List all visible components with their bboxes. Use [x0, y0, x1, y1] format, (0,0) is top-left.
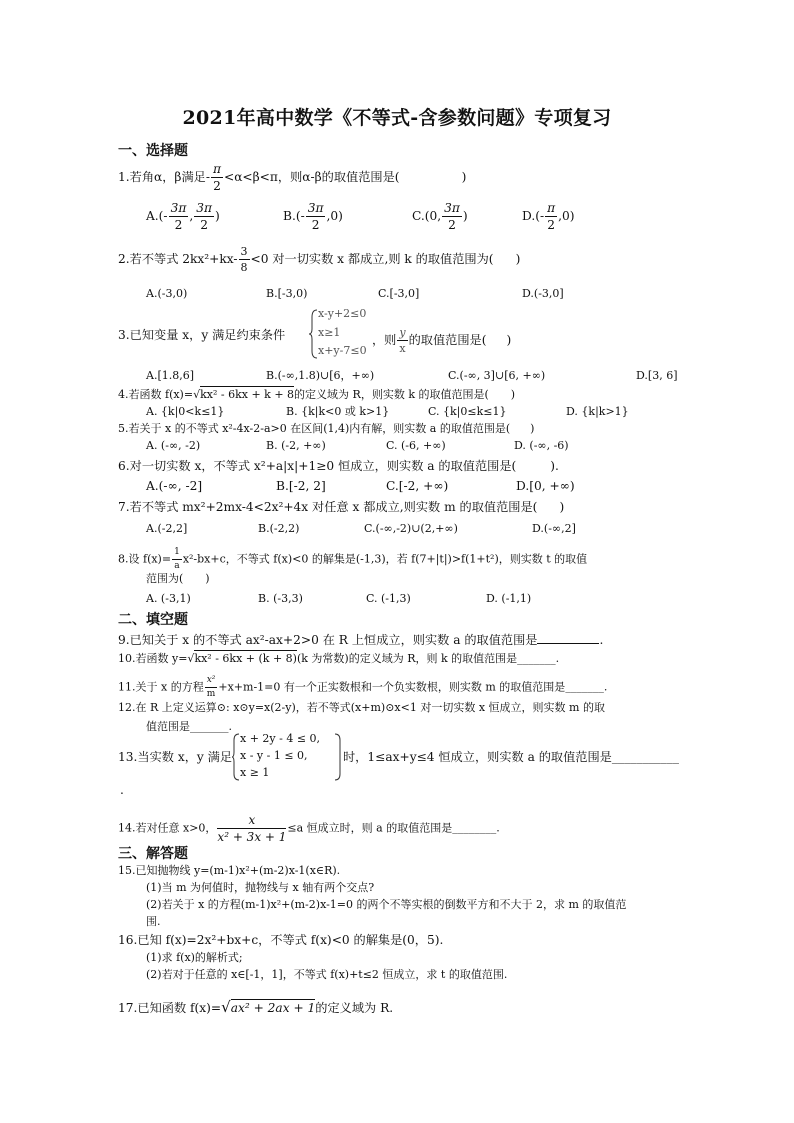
- fraction: $\frac{3\pi}{2}$: [196, 201, 212, 233]
- question-6: 6.对一切实数 x，不等式 x²+a|x|+1≥0 恒成立，则实数 a 的取值范围是( ).: [118, 459, 559, 473]
- question-5: 5.若关于 x 的不等式 x²-4x-2-a>0 在区间(1,4)内有解，则实数 a 的取值范围是( ): [118, 422, 535, 435]
- question-1: 1.若角α，β满足- $\frac{\pi}{2}$ <α<β<π，则α-β的取值范围是( ): [118, 162, 467, 194]
- q6-option-b: B.[-2, 2]: [276, 479, 326, 493]
- question-10: 10.若函数 y=√kx² - 6kx + (k + 8)(k 为常数)的定义域为 R，则 k 的取值范围是_______.: [118, 652, 560, 665]
- q4-option-b: B. {k|k<0 或 k>1}: [286, 405, 390, 418]
- question-3-lead: 3.已知变量 x，y 满足约束条件: [118, 328, 286, 342]
- fraction: $\frac{\pi}{2}$: [212, 162, 221, 194]
- q8-option-b: B. (-3,3): [258, 592, 303, 605]
- answer-blank[interactable]: ___________: [611, 750, 679, 764]
- answer-blank[interactable]: _______: [190, 720, 229, 733]
- question-17: 17.已知函数 f(x)=√ax² + 2ax + 1的定义域为 R.: [118, 998, 394, 1016]
- q1-option-b: B.(- $\frac{3\pi}{2}$ ,0): [283, 201, 343, 233]
- section-heading-answer: 三、解答题: [118, 846, 188, 862]
- question-13-tail: 时，1≤ax+y≤4 恒成立，则实数 a 的取值范围是___________: [343, 750, 679, 764]
- q4-option-c: C. {k|0≤k≤1}: [428, 405, 507, 418]
- fraction: $\frac{3\pi}{2}$: [170, 201, 187, 233]
- q8-option-a: A. (-3,1): [146, 592, 191, 605]
- q5-option-c: C. (-6, +∞): [386, 439, 446, 452]
- q1-option-c: C.(0, $\frac{3\pi}{2}$ ): [412, 201, 468, 233]
- q6-option-a: A.(-∞, -2]: [146, 479, 203, 493]
- q5-option-d: D. (-∞, -6): [514, 439, 569, 452]
- answer-blank[interactable]: _______: [517, 652, 556, 665]
- q2-option-b: B.[-3,0): [266, 287, 308, 300]
- q1-option-a: A.(- $\frac{3\pi}{2}$ , $\frac{3\pi}{2}$ ): [146, 201, 220, 233]
- q8-option-c: C. (-1,3): [366, 592, 411, 605]
- question-11: 11.关于 x 的方程 $\frac{\text{x²}}{m}$ +x+m-1=0 有一个正实数根和一个负实数根，则实数 m 的取值范围是_______.: [118, 675, 608, 699]
- q3-constraint-1: x-y+2≤0: [318, 307, 367, 320]
- question-8: 8.设 f(x)= $\frac{1}{a}$ x²-bx+c，不等式 f(x)<0 的解集是(-1,3)，若 f(7+|t|)>f(1+t²)，则实数 t 的取值: [118, 547, 588, 571]
- q3-option-d: D.[3, 6]: [636, 369, 678, 382]
- answer-blank[interactable]: _______: [565, 680, 604, 694]
- question-15-part2-cont: 围.: [146, 915, 161, 928]
- q13-constraint-3: x ≥ 1: [240, 766, 270, 779]
- question-15-part2: (2)若关于 x 的方程(m-1)x²+(m-2)x-1=0 的两个不等实根的倒数平方和不大于 2，求 m 的取值范: [146, 898, 627, 911]
- q2-option-a: A.(-3,0): [146, 287, 188, 300]
- question-16-part1: (1)求 f(x)的解析式;: [146, 951, 243, 964]
- question-16: 16.已知 f(x)=2x²+bx+c，不等式 f(x)<0 的解集是(0，5).: [118, 933, 444, 947]
- q3-option-b: B.(-∞,1.8)∪[6，+∞): [266, 369, 375, 382]
- question-15: 15.已知抛物线 y=(m-1)x²+(m-2)x-1(x∈R).: [118, 864, 341, 877]
- q5-option-b: B. (-2, +∞): [266, 439, 326, 452]
- section-heading-fill: 二、填空题: [118, 612, 188, 628]
- q13-constraint-1: x + 2y - 4 ≤ 0,: [240, 732, 321, 745]
- question-13-end: .: [120, 783, 124, 797]
- fraction: $\frac{y}{x}$: [399, 326, 406, 355]
- question-2: 2.若不等式 2kx²+kx- $\frac{3}{8}$ <0 对一切实数 x 都成立,则 k 的取值范围为( ): [118, 245, 521, 274]
- answer-blank[interactable]: [537, 631, 599, 644]
- q1-option-d: D.(- $\frac{\pi}{2}$ ,0): [522, 201, 575, 233]
- section-heading-choice: 一、选择题: [118, 143, 188, 159]
- q5-option-a: A. (-∞, -2): [146, 439, 201, 452]
- question-13-lead: 13.当实数 x，y 满足: [118, 750, 233, 764]
- question-9: 9.已知关于 x 的不等式 ax²-ax+2>0 在 R 上恒成立，则实数 a 的取值范围是 .: [118, 633, 604, 647]
- q3-option-c: C.(-∞, 3]∪[6, +∞): [448, 369, 546, 382]
- answer-blank[interactable]: ________: [452, 821, 497, 835]
- question-12: 12.在 R 上定义运算⊙: x⊙y=x(2-y)，若不等式(x+m)⊙x<1 对一切实数 x 恒成立，则实数 m 的取: [118, 701, 605, 714]
- fraction: $\frac{\pi}{2}$: [547, 201, 556, 233]
- q4-option-d: D. {k|k>1}: [566, 405, 629, 418]
- question-12-line2: 值范围是_______.: [146, 720, 232, 733]
- question-3-tail: ，则 $\frac{y}{x}$ 的取值范围是( ): [372, 326, 512, 355]
- q3-constraint-2: x≥1: [318, 326, 341, 339]
- q6-option-c: C.[-2, +∞): [386, 479, 449, 493]
- system-brace-right: [334, 733, 342, 781]
- fraction: $\frac{3}{8}$: [240, 245, 248, 274]
- fraction: $\frac{3\pi}{2}$: [307, 201, 324, 233]
- fraction: $\frac{3\pi}{2}$: [444, 201, 460, 233]
- q8-option-d: D. (-1,1): [486, 592, 532, 605]
- fraction: $\frac{x}{\text{x² + 3x + 1}}$: [217, 813, 287, 844]
- q6-option-d: D.[0, +∞): [516, 479, 575, 493]
- question-4: 4.若函数 f(x)=√kx² - 6kx + k + 8的定义域为 R，则实数 k 的取值范围是( ): [118, 388, 516, 401]
- q3-constraint-3: x+y-7≤0: [318, 344, 367, 357]
- system-brace-left: [232, 733, 240, 781]
- question-16-part2: (2)若对于任意的 x∈[-1，1]，不等式 f(x)+t≤2 恒成立，求 t 的取值范围.: [146, 968, 508, 981]
- fraction: $\frac{1}{a}$: [174, 547, 180, 571]
- question-8-line2: 范围为( ): [146, 572, 210, 585]
- question-7: 7.若不等式 mx²+2mx-4<2x²+4x 对任意 x 都成立,则实数 m 的取值范围是( ): [118, 500, 565, 514]
- q3-option-a: A.[1.8,6]: [146, 369, 195, 382]
- q7-option-a: A.(-2,2]: [146, 522, 188, 535]
- q7-option-c: C.(-∞,-2)∪(2,+∞): [364, 522, 458, 535]
- question-14: 14.若对任意 x>0， $\frac{x}{\text{x² + 3x + 1}}$ ≤a 恒成立时，则 a 的取值范围是________.: [118, 813, 500, 844]
- q2-option-d: D.(-3,0]: [522, 287, 564, 300]
- q7-option-b: B.(-2,2): [258, 522, 300, 535]
- q2-option-c: C.[-3,0]: [378, 287, 420, 300]
- page-title: 2021年高中数学《不等式-含参数问题》专项复习: [182, 107, 612, 129]
- q13-constraint-2: x - y - 1 ≤ 0,: [240, 749, 308, 762]
- fraction: $\frac{\text{x²}}{m}$: [206, 675, 216, 699]
- q7-option-d: D.(-∞,2]: [532, 522, 576, 535]
- question-15-part1: (1)当 m 为何值时，抛物线与 x 轴有两个交点?: [146, 881, 375, 894]
- q4-option-a: A. {k|0<k≤1}: [146, 405, 225, 418]
